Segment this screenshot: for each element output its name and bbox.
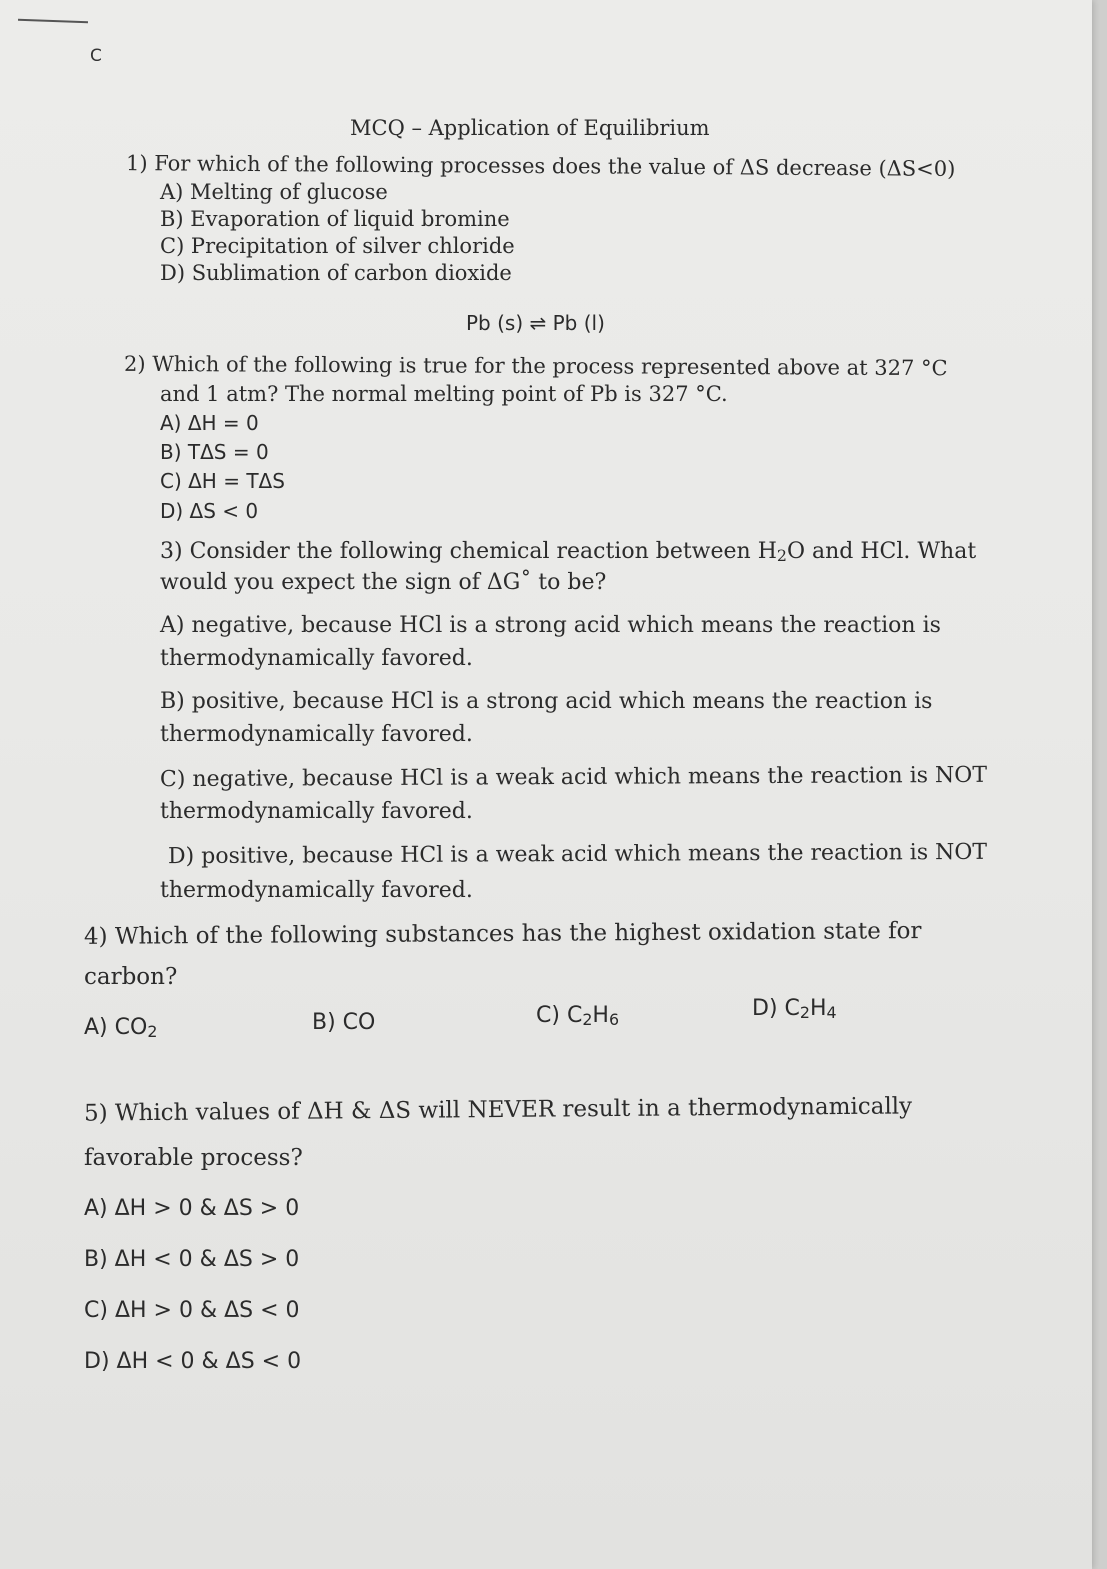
corner-mark: C (90, 46, 102, 66)
q3-option-c-line1: C) negative, because HCl is a weak acid which means the reaction is NOT (159, 762, 988, 793)
q1-option-b: B) Evaporation of liquid bromine (160, 207, 510, 231)
q4-stem-line1: 4) Which of the following substances has the highest oxidation state for (83, 918, 922, 950)
q2-option-a: A) ΔH = 0 (160, 411, 259, 435)
q5-stem-line1: 5) Which values of ΔH & ΔS will NEVER result in a thermodynamically (83, 1093, 913, 1127)
q4-option-d: D) $C_2H_4$ (752, 996, 837, 1023)
q2-option-c: C) ΔH = TΔS (160, 469, 285, 493)
equilibrium-equation: Pb (s) ⇌ Pb (l) (466, 311, 605, 335)
q5-option-c: C) ΔH > 0 & ΔS < 0 (84, 1298, 300, 1323)
q5-option-a: A) ΔH > 0 & ΔS > 0 (84, 1196, 300, 1221)
q3-option-b-line1: B) positive, because HCl is a strong acid which means the reaction is (160, 689, 933, 714)
q2-option-d: D) ΔS < 0 (160, 499, 259, 523)
q2-stem-line2: and 1 atm? The normal melting point of Pb is 327 °C. (160, 382, 728, 406)
q4-stem-line2: carbon? (84, 964, 178, 990)
q5-option-d: D) ΔH < 0 & ΔS < 0 (84, 1349, 302, 1374)
q3-option-a-line1: A) negative, because HCl is a strong acid which means the reaction is (160, 613, 941, 638)
pen-mark-line (18, 19, 88, 23)
q3-stem-line1: 3) Consider the following chemical reaction between $H_2O$ and HCl. What (160, 539, 977, 566)
q3-option-c-line2: thermodynamically favored. (160, 799, 473, 824)
q4-option-a: A) $CO_2$ (84, 1015, 158, 1042)
q1-option-a: A) Melting of glucose (160, 180, 388, 204)
q3-option-b-line2: thermodynamically favored. (160, 722, 473, 747)
q2-stem-line1: 2) Which of the following is true for the process represented above at 327 °C (123, 351, 948, 381)
q5-option-b: B) ΔH < 0 & ΔS > 0 (84, 1247, 300, 1272)
q1-option-d: D) Sublimation of carbon dioxide (160, 261, 512, 285)
q3-option-a-line2: thermodynamically favored. (160, 646, 473, 671)
q4-option-c: C) $C_2H_6$ (536, 1003, 620, 1030)
q3-option-d-line1: D) positive, because HCl is a weak acid which means the reaction is NOT (167, 839, 988, 870)
q2-option-b: B) TΔS = 0 (160, 440, 269, 464)
q1-stem: 1) For which of the following processes does the value of ΔS decrease (ΔS<0) (125, 151, 956, 181)
q4-option-b: B) CO (312, 1010, 376, 1035)
page-title: MCQ – Application of Equilibrium (350, 116, 710, 140)
q1-option-c: C) Precipitation of silver chloride (160, 234, 515, 258)
q5-stem-line2: favorable process? (84, 1145, 303, 1171)
q3-option-d-line2: thermodynamically favored. (160, 878, 473, 903)
q3-stem-line2: would you expect the sign of ΔG˚ to be? (160, 570, 607, 595)
